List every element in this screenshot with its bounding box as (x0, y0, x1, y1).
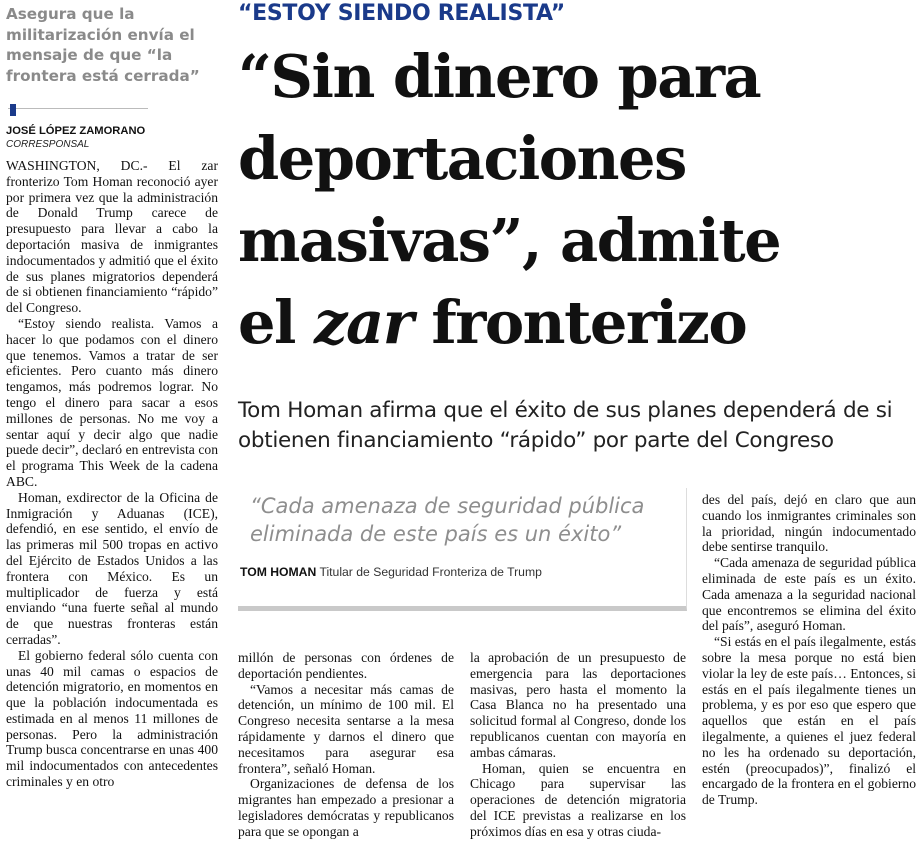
headline-text: fronterizo (412, 288, 747, 357)
headline-italic: zar (314, 288, 413, 357)
pullquote-name: TOM HOMAN (240, 565, 317, 579)
headline-line: masivas”, admite (238, 206, 781, 275)
paragraph: Homan, exdirector de la Oficina de Inmigración y Aduanas (ICE), defendió, en ese sentido, el envío de las primeras mil 500 tropas en activo del Ejército de Estados Unidos a las frontera con México. Es un multiplicador de fuerza y está enviando “una fuerte señal al mundo de que nuestras fronteras están cerradas”. (6, 489, 218, 647)
headline (238, 36, 918, 364)
author-name: JOSÉ LÓPEZ ZAMORANO (6, 125, 146, 137)
paragraph: Homan, quien se encuentra en Chicago para supervisar las operaciones de detención migratoria del ICE previstas a realizarse en los próximos días en esa y otras ciuda- (470, 760, 686, 839)
body-column-2 (238, 650, 454, 840)
pullquote-attribution (240, 565, 542, 579)
headline-line (238, 282, 918, 364)
headline-line: deportaciones (238, 124, 686, 193)
paragraph: “Cada amenaza de seguridad pública eliminada de este país es un éxito. Cada amenaza a la seguridad nacional que encontremos se elimina del éxito del país”, aseguró Homan. (702, 555, 916, 634)
pullquote-text: “Cada amenaza de seguridad pública eliminada de este país es un éxito” (250, 494, 645, 546)
paragraph: Organizaciones de defensa de los migrantes han empezado a presionar a legisladores demócratas y republicanos para que se opongan a (238, 776, 454, 839)
paragraph: El gobierno federal sólo cuenta con unas 40 mil camas o espacios de detención migratorio, en momentos en que la población indocumentada es estimada en al menos 11 millones de personas. Pero la administración Trump busca concentrarse en unas 400 mil indocumentados con antecedentes criminales y en otro (6, 647, 218, 790)
byline-divider (8, 108, 148, 109)
body-column-1 (6, 158, 218, 790)
sidebar-kicker: Asegura que la militarización envía el mensaje de que “la frontera está cerrada” (6, 5, 200, 85)
paragraph: la aprobación de un presupuesto de emergencia para las deportaciones masivas, pero hasta el momento la Casa Blanca no ha presentado una solicitud formal al Congreso, donde los republicanos cuentan con mayoría en ambas cámaras. (470, 650, 686, 760)
headline-line: “Sin dinero para (238, 42, 761, 111)
article-kicker: “ESTOY SIENDO REALISTA” (238, 1, 565, 26)
paragraph: “Si estás en el país ilegalmente, estás sobre la mesa porque no está bien violar la ley de este país… Entonces, si estás en el país ilegalmente tienes un problema, y es por eso que espero que aquellos que están en el país ilegalmente, a quienes el juez federal no les ha ordenado su deportación, estén (preocupados)”, finalizó el encargado de la frontera en el gobierno de Trump. (702, 634, 916, 808)
headline-text: el (238, 288, 314, 357)
paragraph: “Estoy siendo realista. Vamos a hacer lo que podamos con el dinero que tenemos. Vamos a tratar de ser eficientes. Pero cuanto más dinero tengamos, más podremos lograr. No tengo el dinero para sacar a esos millones de personas. No me voy a sentar aquí y decir algo que nadie puede decir”, declaró en entrevista con el programa This Week de la cadena ABC. (6, 315, 218, 489)
paragraph: millón de personas con órdenes de deportación pendientes. (238, 650, 454, 681)
body-column-4 (702, 492, 916, 808)
body-column-3 (470, 650, 686, 840)
pullquote-title: Titular de Seguridad Fronteriza de Trump (319, 565, 542, 579)
subheadline: Tom Homan afirma que el éxito de sus planes dependerá de si obtienen financiamiento “rápido” por parte del Congreso (238, 398, 893, 453)
paragraph: “Vamos a necesitar más camas de detención, un mínimo de 100 mil. El Congreso necesita sentarse a la mesa rápidamente y darnos el dinero que necesitamos para asegurar esa frontera”, señaló Homan. (238, 681, 454, 776)
author-role: CORRESPONSAL (6, 139, 90, 150)
paragraph: des del país, dejó en claro que aun cuando los inmigrantes criminales son la prioridad, ningún indocumentado debe sentirse tranquilo. (702, 492, 916, 555)
paragraph: WASHINGTON, DC.- El zar fronterizo Tom Homan reconoció ayer por primera vez que la administración de Donald Trump carece de presupuesto para llevar a cabo la deportación masiva de inmigrantes indocumentados y admitió que el éxito de sus planes migratorios dependerá de si obtienen financiamiento “rápido” del Congreso. (6, 158, 218, 316)
